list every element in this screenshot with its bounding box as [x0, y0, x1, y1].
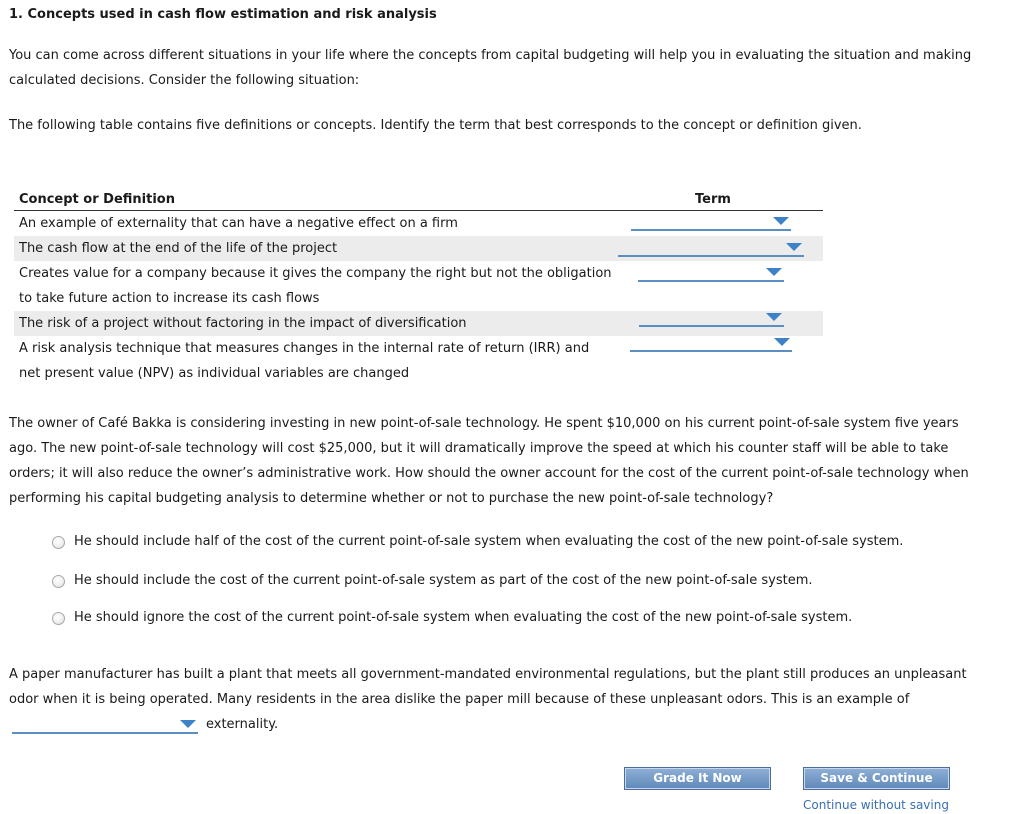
- table-row-continuation: [14, 286, 823, 311]
- externality-line: odor when it is being operated. Many residents in the area dislike the paper mill because of these unpleasant odors. This is an example of: [9, 692, 910, 707]
- concept-text: net present value (NPV) as individual variables are changed: [19, 366, 410, 381]
- chevron-down-icon: [773, 217, 789, 225]
- chevron-down-icon: [786, 243, 802, 251]
- term-dropdown-3[interactable]: [638, 266, 784, 282]
- concept-text: The cash flow at the end of the life of the project: [19, 241, 338, 256]
- scenario-paragraph: [9, 411, 1009, 511]
- scenario-line: ago. The new point-of-sale technology will cost $25,000, but it will dramatically improve the speed at which his counter staff will be able to take: [9, 441, 949, 456]
- table-row: [14, 311, 823, 336]
- option-label[interactable]: He should include half of the cost of the current point-of-sale system when evaluating the cost of the new point-of-sale system.: [74, 534, 904, 549]
- table-header: [14, 186, 823, 211]
- table-row-continuation: [14, 361, 823, 386]
- intro-line: You can come across different situations in your life where the concepts from capital budgeting will help you in evaluating the situation and making: [9, 48, 972, 63]
- save-and-continue-button[interactable]: Save & Continue: [803, 767, 950, 790]
- radio-button[interactable]: [52, 612, 65, 625]
- intro-line: calculated decisions. Consider the following situation:: [9, 73, 360, 88]
- continue-without-saving-link[interactable]: Continue without saving: [803, 798, 949, 812]
- term-dropdown-4[interactable]: [639, 311, 784, 327]
- option-label[interactable]: He should include the cost of the current point-of-sale system as part of the cost of the new point-of-sale system.: [74, 573, 813, 588]
- chevron-down-icon: [766, 268, 782, 276]
- table-intro: The following table contains five definitions or concepts. Identify the term that best corresponds to the concept or definition given.: [9, 118, 862, 133]
- externality-suffix: externality.: [206, 717, 279, 732]
- chevron-down-icon: [180, 720, 196, 728]
- header-term: Term: [695, 192, 731, 207]
- concept-text: The risk of a project without factoring in the impact of diversification: [19, 316, 467, 331]
- table-row: [14, 336, 823, 361]
- scenario-line: performing his capital budgeting analysis to determine whether or not to purchase the new point-of-sale technology?: [9, 491, 774, 506]
- intro-paragraph: [9, 43, 1009, 93]
- table-row: [14, 261, 823, 286]
- scenario-line: orders; it will also reduce the owner’s administrative work. How should the owner account for the cost of the current point-of-sale technology when: [9, 466, 969, 481]
- term-dropdown-5[interactable]: [630, 336, 792, 352]
- scenario-line: The owner of Café Bakka is considering investing in new point-of-sale technology. He spent $10,000 on his current point-of-sale system five years: [9, 416, 959, 431]
- table-row: [14, 211, 823, 236]
- concept-text: A risk analysis technique that measures changes in the internal rate of return (IRR) and: [19, 341, 590, 356]
- chevron-down-icon: [774, 338, 790, 346]
- concept-text: An example of externality that can have a negative effect on a firm: [19, 216, 458, 231]
- header-concept: Concept or Definition: [19, 192, 175, 207]
- externality-paragraph: [9, 662, 1009, 712]
- option-label[interactable]: He should ignore the cost of the current point-of-sale system when evaluating the cost of the new point-of-sale system.: [74, 610, 853, 625]
- radio-button[interactable]: [52, 536, 65, 549]
- question-title: 1. Concepts used in cash flow estimation and risk analysis: [9, 7, 437, 22]
- term-dropdown-1[interactable]: [631, 215, 791, 231]
- table-row: [14, 236, 823, 261]
- chevron-down-icon: [766, 313, 782, 321]
- terms-table: [14, 186, 823, 386]
- concept-text: to take future action to increase its cash flows: [19, 291, 320, 306]
- externality-dropdown[interactable]: [12, 718, 198, 734]
- radio-button[interactable]: [52, 575, 65, 588]
- term-dropdown-2[interactable]: [618, 241, 804, 257]
- grade-it-now-button[interactable]: Grade It Now: [624, 767, 771, 790]
- concept-text: Creates value for a company because it gives the company the right but not the obligation: [19, 266, 612, 281]
- externality-line: A paper manufacturer has built a plant that meets all government-mandated environmental regulations, but the plant still produces an unpleasant: [9, 667, 967, 682]
